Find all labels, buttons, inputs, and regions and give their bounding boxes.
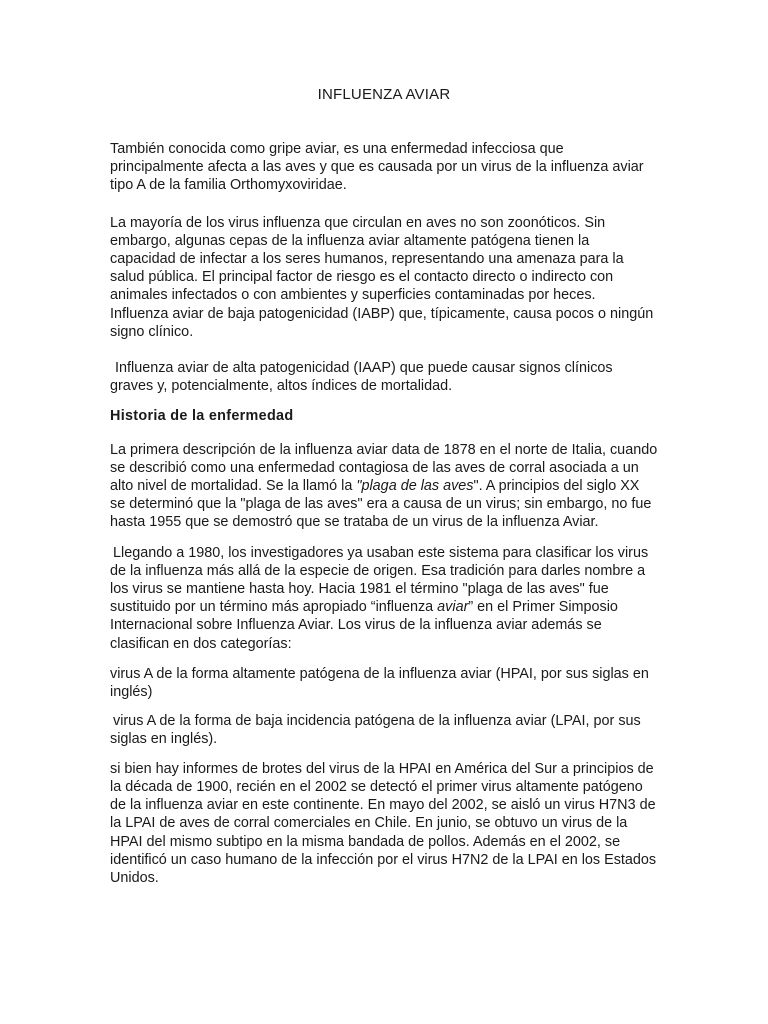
history-2-text-a: Llegando a 1980, los investigadores ya usaban este sistema para clasificar los virus de la influenza más allá de la especie de origen. Esa tradición para darles nombre a los virus se mantiene hasta hoy. Hacia 1981 el término "plaga de las aves" fue sustituido por un término más apropiado “influenza (110, 544, 649, 616)
history-1-emphasis: "plaga de las aves (356, 478, 474, 495)
document-title: INFLUENZA AVIAR (317, 86, 451, 103)
paragraph-history-first-description (110, 441, 658, 532)
paragraph-intro: También conocida como gripe aviar, es una enfermedad infecciosa que principalmente afecta a las aves y que es causada por un virus de la influenza aviar tipo A de la familia Orthomyxoviridae. (110, 141, 644, 194)
document-body (110, 140, 658, 887)
history-1-text-a: La primera descripción de la influenza aviar data de 1878 en el norte de Italia, cuando se describió como una enfermedad contagiosa de las aves de corral asociada a un alto nivel de mortalidad. Se la llamó la (110, 441, 658, 495)
section-heading-history: Historia de la enfermedad (110, 408, 294, 425)
paragraph-south-america: si bien hay informes de brotes del virus de la HPAI en América del Sur a principios de la década de 1900, recién en el 2002 se detectó el primer virus altamente patógeno de la influenza aviar en este continente. En mayo del 2002, se aisló un virus H7N3 de la LPAI de aves de corral comerciales en Chile. En junio, se obtuvo un virus de la HPAI del mismo subtipo en la misma bandada de pollos. Además en el 2002, se identificó un caso humano de la infección por el virus H7N2 de la LPAI en los Estados Unidos. (110, 760, 657, 886)
paragraph-iabp: Influenza aviar de baja patogenicidad (IABP) que, típicamente, causa pocos o ningún signo clínico. (110, 305, 654, 340)
history-1-text-b: ". A principios del siglo XX se determinó que la "plaga de las aves" era a causa de un virus; sin embargo, no fue hasta 1955 que se demostró que se trataba de un virus de la influenza Aviar. (110, 478, 652, 531)
paragraph-hpai: virus A de la forma altamente patógena de la influenza aviar (HPAI, por sus siglas en inglés) (110, 665, 649, 701)
paragraph-zoonotic: La mayoría de los virus influenza que circulan en aves no son zoonóticos. Sin embargo, algunas cepas de la influenza aviar altamente patógena tienen la capacidad de infectar a los seres humanos, representando una amenaza para la salud pública. El principal factor de riesgo es el contacto directo o indirecto con animales infectados o con ambientes y superficies contaminadas por heces. (110, 214, 624, 304)
paragraph-history-classification (110, 544, 658, 653)
paragraph-lpai: virus A de la forma de baja incidencia patógena de la influenza aviar (LPAI, por sus siglas en inglés). (110, 713, 641, 748)
paragraph-iaap: Influenza aviar de alta patogenicidad (IAAP) que puede causar signos clínicos graves y, potencialmente, altos índices de mortalidad. (110, 360, 613, 395)
history-2-emphasis: aviar (437, 599, 469, 616)
history-2-text-b: ” en el Primer Simposio Internacional sobre Influenza Aviar. Los virus de la influenza aviar además se clasifican en dos categorías: (110, 599, 618, 652)
